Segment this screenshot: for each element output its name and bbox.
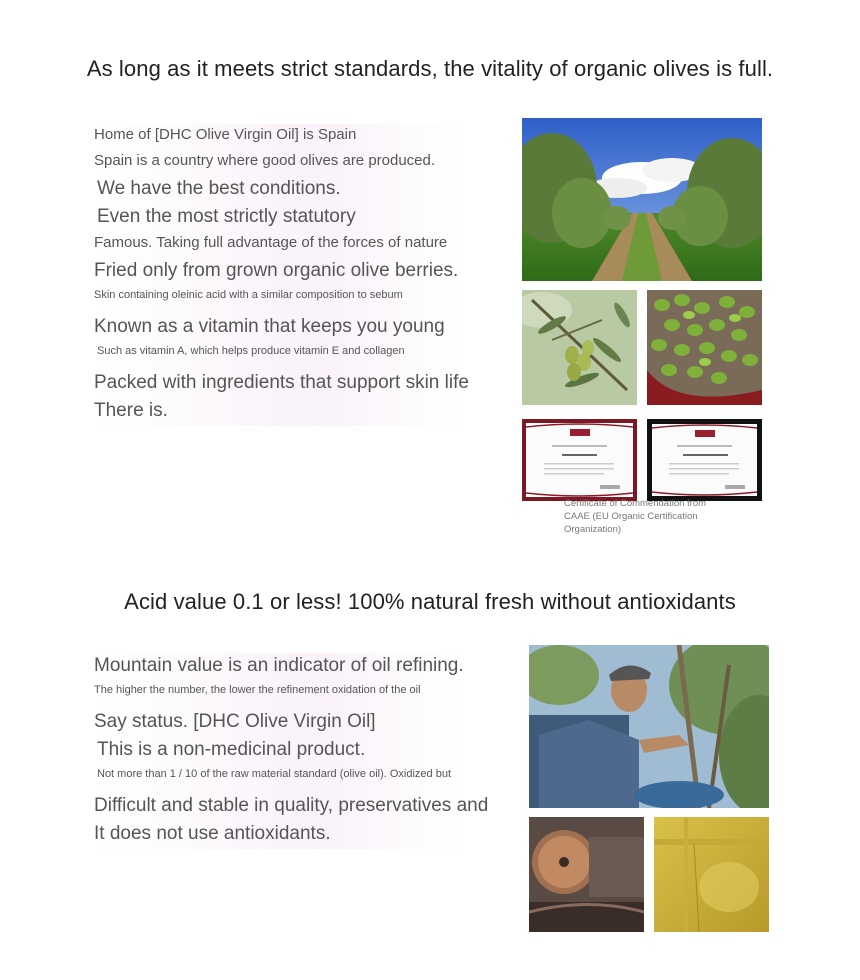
text-line: This is a non-medicinal product.	[94, 737, 464, 765]
text-line: Say status. [DHC Olive Virgin Oil]	[94, 709, 464, 737]
section1-text-block	[94, 124, 469, 426]
text-line: Packed with ingredients that support skin life	[94, 370, 464, 398]
farmer-harvest-photo	[529, 645, 769, 808]
text-line: Known as a vitamin that keeps you young	[94, 314, 464, 342]
text-line: Mountain value is an indicator of oil refining.	[94, 653, 464, 681]
text-line: We have the best conditions.	[94, 176, 464, 204]
oil-press-machine-photo	[529, 817, 644, 932]
certificate-caption: Certificate of Commendation from CAAE (EU Organic Certification Organization)	[564, 498, 707, 535]
text-line: Not more than 1 / 10 of the raw material standard (olive oil). Oxidized but	[94, 765, 464, 793]
certificate-image-1	[522, 419, 637, 501]
harvested-olives-photo	[647, 290, 762, 405]
section2-heading: Acid value 0.1 or less! 100% natural fresh without antioxidants	[124, 589, 736, 614]
text-line: Home of [DHC Olive Virgin Oil] is Spain	[94, 124, 464, 150]
section1-heading: As long as it meets strict standards, the vitality of organic olives is full.	[86, 56, 774, 81]
olive-oil-texture-photo	[654, 817, 769, 932]
text-line: The higher the number, the lower the refinement oxidation of the oil	[94, 681, 464, 709]
section2-text-block	[94, 653, 489, 849]
text-line: Fried only from grown organic olive berries.	[94, 258, 464, 286]
text-line: Skin containing oleinic acid with a similar composition to sebum	[94, 286, 464, 314]
olive-grove-photo	[522, 118, 762, 281]
olive-branch-photo	[522, 290, 637, 405]
text-line: Difficult and stable in quality, preservatives and	[94, 793, 464, 821]
certificate-image-2	[647, 419, 762, 501]
text-line: There is.	[94, 398, 464, 426]
text-line: Famous. Taking full advantage of the forces of nature	[94, 232, 464, 258]
text-line: Spain is a country where good olives are produced.	[94, 150, 464, 176]
text-line: Even the most strictly statutory	[94, 204, 464, 232]
text-line: Such as vitamin A, which helps produce vitamin E and collagen	[94, 342, 464, 370]
text-line: It does not use antioxidants.	[94, 821, 464, 849]
